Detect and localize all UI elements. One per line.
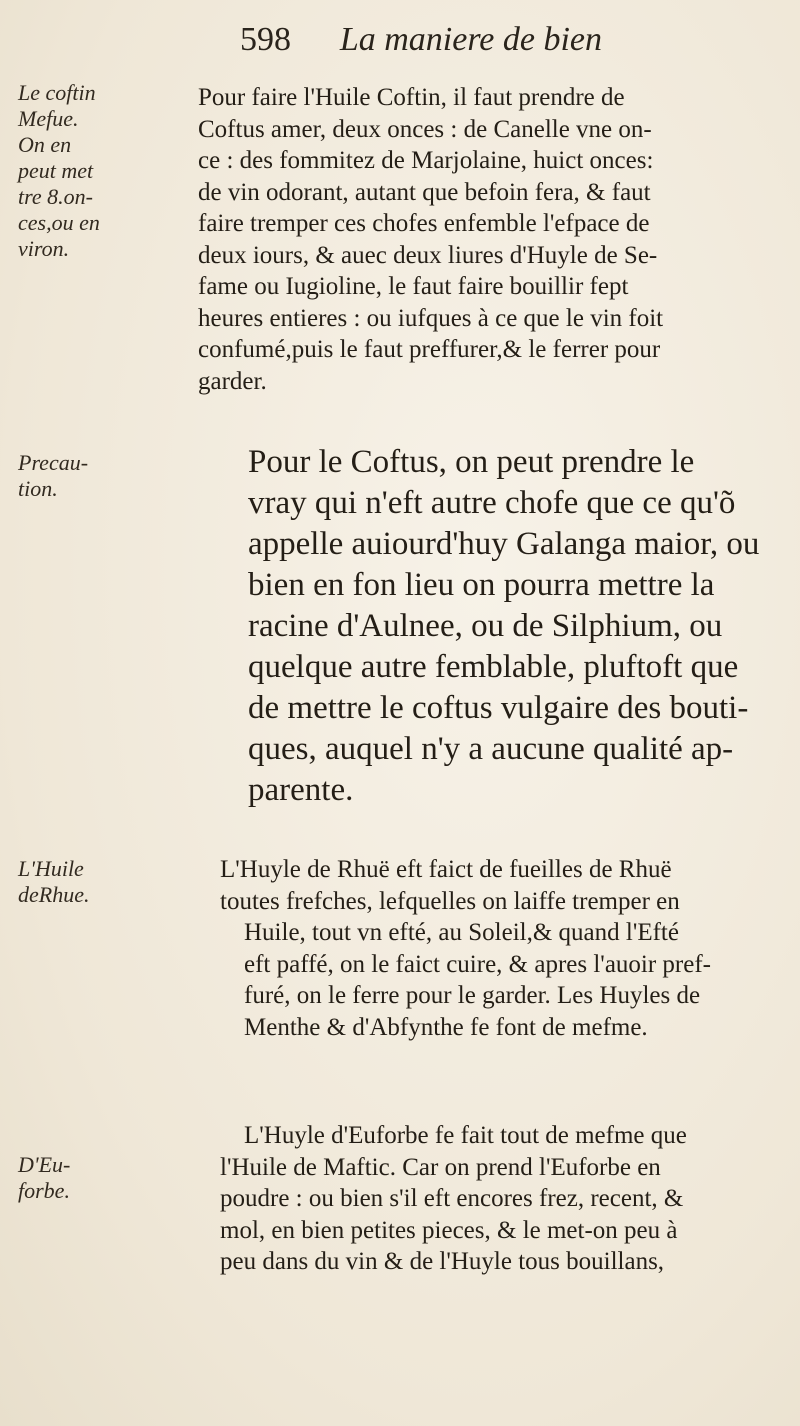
- page-number: 598: [240, 21, 291, 58]
- paragraph-huile-euforbe: L'Huyle d'Euforbe fe fait tout de mefme que l'Huile de Maftic. Car on prend l'Euforbe en poudre : ou bien s'il eft encores frez, recent, & mol, en bien petites pieces, & le met-on peu à peu dans du vin & de l'Huyle tous bouillans,: [220, 1122, 687, 1275]
- margin-note-precaution: Precau- tion.: [18, 450, 89, 501]
- paragraph-precaution: Pour le Coftus, on peut prendre le vray qui n'eft autre chofe que ce qu'õ appelle auiourd'huy Galanga maior, ou bien en fon lieu on pourra mettre la racine d'Aulnee, ou de Silphium, ou quelque autre femblable, pluftoft que de mettre le coftus vulgaire des bouti- ques, auquel n'y a aucune qualité ap- parente.: [248, 444, 760, 808]
- margin-note-euforbe: D'Eu- forbe.: [18, 1152, 71, 1203]
- paragraph-huile-coftin: Pour faire l'Huile Coftin, il faut prendre de Coftus amer, deux onces : de Canelle vne on- ce : des fommitez de Marjolaine, huict onces: de vin odorant, autant que befoin fera, & faut faire tremper ces chofes enfemble l'efpace de deux iours, & auec deux liures d'Huyle de Se- fame ou Iugioline, le faut faire bouillir fept heures entieres : ou iufques à ce que le vin foit confumé,puis le faut preffurer,& le ferrer pour garder.: [198, 84, 664, 395]
- margin-note-huile-rhue: L'Huile deRhue.: [18, 856, 90, 907]
- running-title: La maniere de bien: [339, 21, 603, 58]
- margin-note-coftin: Le coftin Mefue. On en peut met tre 8.on- ces,ou en viron.: [18, 80, 100, 261]
- page-header: [240, 14, 760, 64]
- paragraph-huile-rhue: L'Huyle de Rhuë eft faict de fueilles de Rhuë toutes frefches, lefquelles on laiffe tremper en Huile, tout vn efté, au Soleil,& quand l'Efté eft paffé, on le faict cuire, & apres l'auoir pref- furé, on le ferre pour le garder. Les Huyles de Menthe & d'Abfynthe fe font de mefme.: [220, 856, 712, 1041]
